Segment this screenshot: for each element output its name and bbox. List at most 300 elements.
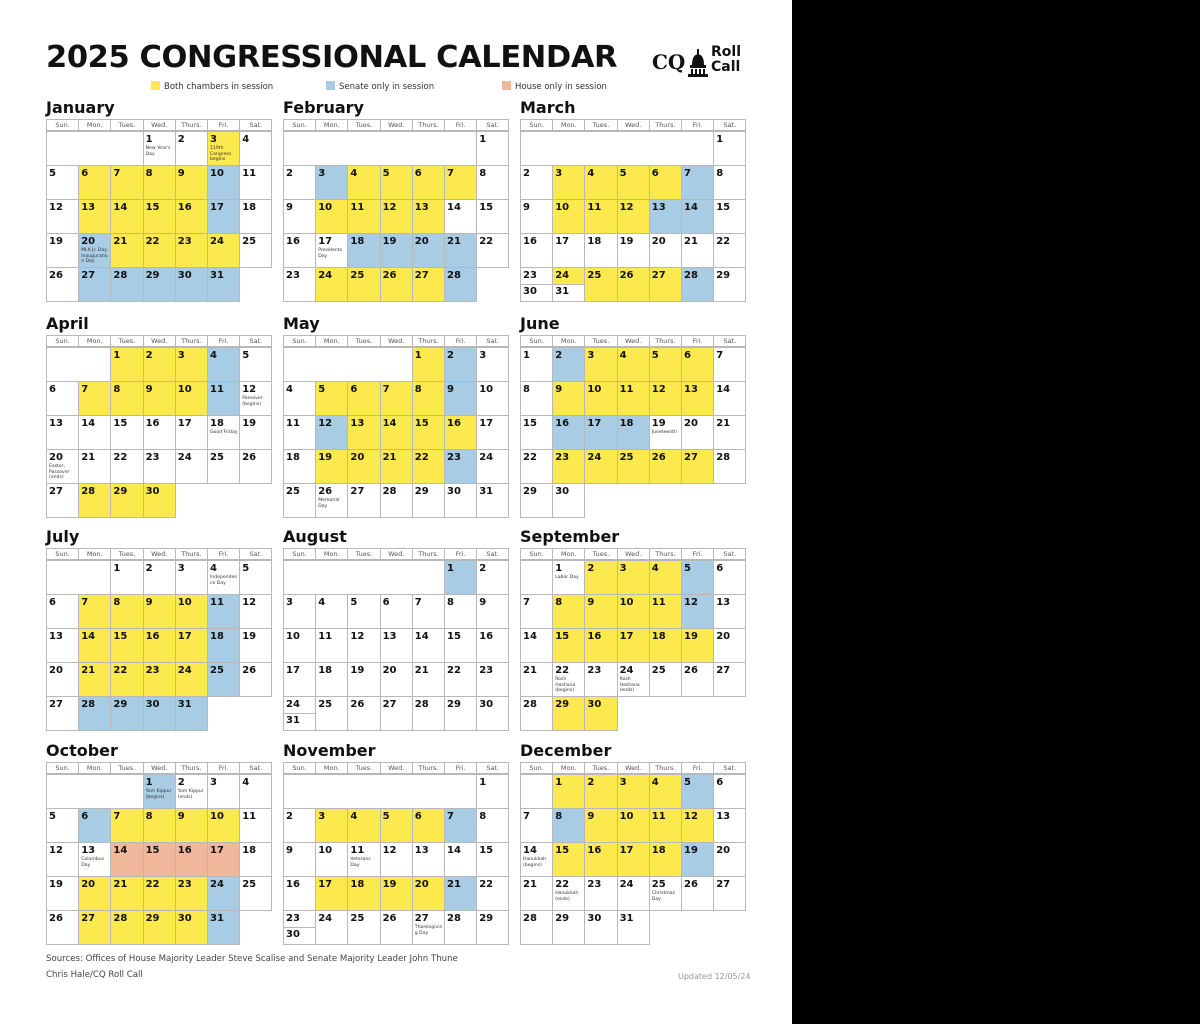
- day-number: 3: [177, 563, 185, 574]
- day-cell: [552, 415, 585, 450]
- day-cell: [617, 560, 650, 595]
- day-number: 17: [619, 845, 634, 856]
- day-number: 22: [716, 236, 731, 247]
- day-number: 8: [479, 811, 487, 822]
- day-number: 13: [684, 384, 698, 395]
- day-number: 7: [523, 597, 530, 608]
- day-number: 16: [145, 631, 160, 642]
- day-cell: [207, 415, 240, 450]
- day-cell: [207, 808, 240, 843]
- day-cell: [412, 347, 445, 382]
- day-cell: [476, 560, 509, 595]
- weekday-header: Tues.: [347, 119, 380, 131]
- day-cell: [207, 347, 240, 382]
- day-number: 18: [318, 665, 333, 676]
- day-cell: [315, 808, 348, 843]
- day-number: 20: [716, 631, 731, 642]
- weekday-header: Mon.: [552, 548, 585, 560]
- day-number: 28: [716, 452, 731, 463]
- weekday-header: Tues.: [110, 335, 143, 347]
- day-cell: [78, 165, 111, 200]
- day-cell: [584, 696, 617, 731]
- day-number: 14: [684, 202, 698, 213]
- day-cell: [617, 199, 650, 234]
- day-number: 7: [523, 811, 530, 822]
- day-cell: [444, 910, 477, 945]
- day-number: 29: [113, 699, 128, 710]
- day-cell: [552, 165, 585, 200]
- day-cell: [444, 662, 477, 697]
- weekday-header: Thurs.: [412, 119, 445, 131]
- day-cell: [681, 842, 714, 877]
- empty-day-cell: [315, 774, 348, 809]
- day-number: 22: [479, 236, 494, 247]
- day-number: 5: [49, 811, 56, 822]
- day-number: 5: [651, 350, 659, 361]
- day-number: 1: [447, 563, 454, 574]
- month-title: May: [283, 314, 320, 333]
- day-number: 25: [651, 665, 666, 676]
- day-number: 19: [619, 236, 634, 247]
- day-cell: [239, 808, 272, 843]
- day-cell: [283, 808, 316, 843]
- day-cell: [143, 347, 176, 382]
- weekday-header: Sat.: [713, 119, 746, 131]
- day-number: 24: [619, 879, 634, 890]
- day-cell: [347, 628, 380, 663]
- day-number: 15: [555, 631, 570, 642]
- day-number: 7: [113, 811, 121, 822]
- day-cell: [681, 876, 714, 911]
- day-cell: [207, 910, 240, 945]
- day-cell: [46, 808, 79, 843]
- day-cell: [476, 696, 509, 731]
- day-cell: [283, 449, 316, 484]
- weekday-header: Thurs.: [649, 548, 682, 560]
- day-cell: [239, 774, 272, 809]
- weekday-header: Sun.: [46, 548, 79, 560]
- day-cell: [584, 381, 617, 416]
- day-number: 16: [286, 236, 300, 247]
- day-cell: [239, 381, 272, 416]
- weekday-header: Mon.: [552, 119, 585, 131]
- weekday-header: Fri.: [444, 548, 477, 560]
- day-number: 15: [414, 418, 429, 429]
- day-number: 1: [145, 777, 153, 788]
- cell-divider: [284, 713, 315, 714]
- day-number: 11: [651, 597, 666, 608]
- day-cell: [713, 267, 746, 302]
- day-number: 24: [587, 452, 602, 463]
- day-number: 26: [242, 665, 257, 676]
- day-number: 10: [479, 384, 494, 395]
- day-cell: [380, 483, 413, 518]
- day-number: 24: [318, 913, 333, 924]
- day-number: 20: [350, 452, 365, 463]
- day-number: 18: [651, 845, 666, 856]
- day-cell: [143, 696, 176, 731]
- day-number: 4: [286, 384, 293, 395]
- day-number: 25: [587, 270, 602, 281]
- day-number: 24: [318, 270, 333, 281]
- day-cell: [239, 449, 272, 484]
- month-title: January: [46, 98, 115, 117]
- day-number: 2: [177, 134, 185, 145]
- day-cell: [78, 449, 111, 484]
- day-cell: [520, 267, 553, 302]
- day-cell: [347, 381, 380, 416]
- holiday-note: Passover (begins): [242, 396, 263, 407]
- weekday-header: Tues.: [110, 548, 143, 560]
- weekday-header: Thurs.: [649, 335, 682, 347]
- day-number: 28: [447, 913, 461, 924]
- weekday-header: Wed.: [143, 335, 176, 347]
- day-number: 23: [177, 236, 192, 247]
- day-number: 27: [81, 913, 96, 924]
- day-cell: [347, 910, 380, 945]
- day-cell: [584, 560, 617, 595]
- day-number: 24: [210, 879, 224, 890]
- day-number: 13: [414, 845, 429, 856]
- day-number: 13: [49, 631, 63, 642]
- empty-day-cell: [46, 131, 79, 166]
- day-number: 17: [555, 236, 570, 247]
- day-number: 26: [49, 270, 63, 281]
- weekday-header: Wed.: [617, 548, 650, 560]
- day-cell: [412, 808, 445, 843]
- day-cell: [283, 233, 316, 268]
- day-number: 14: [113, 202, 128, 213]
- day-number: 9: [555, 384, 563, 395]
- day-number: 3: [619, 777, 627, 788]
- day-cell: [175, 628, 208, 663]
- day-number: 25: [242, 236, 257, 247]
- weekday-header: Wed.: [380, 762, 413, 774]
- day-cell: [681, 165, 714, 200]
- empty-day-cell: [78, 774, 111, 809]
- day-cell: [617, 628, 650, 663]
- day-number: 22: [113, 452, 128, 463]
- day-number: 27: [49, 699, 63, 710]
- day-number: 9: [523, 202, 530, 213]
- day-number: 11: [619, 384, 634, 395]
- day-cell: [143, 381, 176, 416]
- day-cell: [175, 381, 208, 416]
- day-cell: [444, 267, 477, 302]
- day-number: 30: [447, 486, 461, 497]
- day-number: 5: [382, 168, 390, 179]
- day-number: 3: [210, 777, 217, 788]
- day-cell: [552, 233, 585, 268]
- day-number: 30: [587, 699, 602, 710]
- day-cell: [649, 774, 682, 809]
- empty-day-cell: [520, 774, 553, 809]
- day-cell: [476, 199, 509, 234]
- day-number: 14: [382, 418, 397, 429]
- day-cell: [520, 347, 553, 382]
- day-number: 22: [145, 879, 160, 890]
- day-number: 8: [479, 168, 487, 179]
- weekday-header: Mon.: [78, 762, 111, 774]
- day-number: 14: [447, 845, 461, 856]
- day-number: 9: [145, 384, 153, 395]
- day-cell: [476, 662, 509, 697]
- empty-day-cell: [520, 560, 553, 595]
- day-cell: [552, 381, 585, 416]
- day-number: 14: [523, 631, 537, 642]
- day-cell: [681, 774, 714, 809]
- day-number: 28: [414, 699, 429, 710]
- weekday-header: Fri.: [444, 762, 477, 774]
- day-number: 14: [113, 845, 128, 856]
- day-number: 24: [555, 270, 570, 281]
- day-cell: [617, 808, 650, 843]
- day-number: 22: [145, 236, 160, 247]
- day-cell: [283, 381, 316, 416]
- day-cell: [207, 662, 240, 697]
- day-cell: [584, 842, 617, 877]
- day-cell: [175, 347, 208, 382]
- day-cell: [175, 662, 208, 697]
- day-cell: [315, 696, 348, 731]
- day-number: 6: [716, 563, 724, 574]
- weekday-header: Wed.: [380, 335, 413, 347]
- day-number: 24: [177, 452, 192, 463]
- weekday-header: Tues.: [110, 762, 143, 774]
- day-number: 19: [242, 418, 257, 429]
- weekday-header: Thurs.: [649, 762, 682, 774]
- weekday-header: Fri.: [681, 335, 714, 347]
- weekday-header: Sun.: [520, 119, 553, 131]
- day-number: 18: [210, 418, 224, 429]
- day-number: 6: [414, 168, 422, 179]
- day-cell: [315, 876, 348, 911]
- day-cell: [584, 267, 617, 302]
- weekday-header: Mon.: [315, 548, 348, 560]
- day-number: 19: [318, 452, 333, 463]
- day-cell: [617, 662, 650, 697]
- day-cell: [315, 415, 348, 450]
- empty-day-cell: [681, 131, 714, 166]
- holiday-note: Juneteenth: [651, 430, 677, 435]
- day-cell: [239, 842, 272, 877]
- day-cell: [175, 910, 208, 945]
- day-cell: [552, 267, 585, 302]
- empty-day-cell: [283, 131, 316, 166]
- day-cell: [713, 774, 746, 809]
- day-cell: [617, 774, 650, 809]
- weekday-header: Fri.: [681, 119, 714, 131]
- day-number: 12: [318, 418, 333, 429]
- day-number: 14: [523, 845, 537, 856]
- day-number: 29: [479, 913, 494, 924]
- day-cell: [78, 696, 111, 731]
- day-number: 5: [318, 384, 326, 395]
- day-number: 30: [523, 286, 537, 297]
- day-cell: [143, 876, 176, 911]
- day-number: 15: [716, 202, 731, 213]
- day-cell: [649, 449, 682, 484]
- day-number: 6: [651, 168, 659, 179]
- day-number: 23: [145, 665, 160, 676]
- weekday-header: Mon.: [78, 548, 111, 560]
- day-number: 24: [210, 236, 224, 247]
- day-number: 3: [587, 350, 595, 361]
- day-cell: [444, 808, 477, 843]
- day-number: 4: [242, 777, 250, 788]
- weekday-header: Wed.: [143, 762, 176, 774]
- day-cell: [175, 696, 208, 731]
- day-cell: [713, 415, 746, 450]
- day-cell: [347, 662, 380, 697]
- empty-day-cell: [347, 560, 380, 595]
- day-number: 3: [318, 811, 326, 822]
- day-cell: [520, 628, 553, 663]
- empty-day-cell: [380, 347, 413, 382]
- weekday-header: Tues.: [584, 762, 617, 774]
- day-cell: [239, 876, 272, 911]
- day-number: 5: [382, 811, 390, 822]
- day-number: 14: [414, 631, 429, 642]
- day-cell: [584, 449, 617, 484]
- day-number: 2: [177, 777, 185, 788]
- day-cell: [110, 808, 143, 843]
- day-cell: [444, 876, 477, 911]
- holiday-note: Yom Kippur (ends): [177, 789, 204, 800]
- month-title: September: [520, 527, 620, 546]
- day-cell: [476, 449, 509, 484]
- empty-day-cell: [78, 560, 111, 595]
- empty-day-cell: [412, 774, 445, 809]
- day-cell: [78, 415, 111, 450]
- day-number: 6: [49, 384, 56, 395]
- day-cell: [315, 233, 348, 268]
- day-number: 1: [479, 777, 487, 788]
- day-cell: [175, 199, 208, 234]
- day-cell: [617, 165, 650, 200]
- day-cell: [283, 165, 316, 200]
- day-cell: [78, 808, 111, 843]
- day-cell: [713, 233, 746, 268]
- day-cell: [412, 381, 445, 416]
- day-cell: [283, 199, 316, 234]
- day-number: 26: [318, 486, 333, 497]
- day-cell: [584, 165, 617, 200]
- day-number: 26: [49, 913, 63, 924]
- day-number: 23: [447, 452, 461, 463]
- day-cell: [412, 910, 445, 945]
- day-number: 19: [350, 665, 365, 676]
- day-cell: [283, 910, 316, 945]
- day-cell: [713, 662, 746, 697]
- day-number: 22: [447, 665, 461, 676]
- weekday-header: Thurs.: [649, 119, 682, 131]
- day-number: 11: [651, 811, 666, 822]
- weekday-header: Sun.: [283, 119, 316, 131]
- day-cell: [713, 808, 746, 843]
- day-cell: [78, 910, 111, 945]
- day-number: 1: [414, 350, 422, 361]
- day-cell: [713, 594, 746, 629]
- weekday-header: Thurs.: [412, 548, 445, 560]
- day-number: 1: [523, 350, 530, 361]
- day-cell: [617, 594, 650, 629]
- day-cell: [649, 876, 682, 911]
- day-number: 29: [555, 913, 570, 924]
- holiday-note: New Year's Day: [145, 146, 171, 157]
- day-cell: [681, 347, 714, 382]
- day-cell: [78, 381, 111, 416]
- day-cell: [584, 876, 617, 911]
- day-cell: [617, 910, 650, 945]
- day-cell: [239, 415, 272, 450]
- day-number: 14: [716, 384, 731, 395]
- day-number: 1: [113, 563, 121, 574]
- weekday-header: Sat.: [713, 335, 746, 347]
- day-cell: [412, 876, 445, 911]
- day-number: 28: [382, 486, 397, 497]
- day-number: 5: [242, 563, 250, 574]
- day-cell: [110, 415, 143, 450]
- day-cell: [46, 381, 79, 416]
- day-number: 16: [587, 845, 602, 856]
- day-cell: [283, 483, 316, 518]
- month-title: June: [520, 314, 560, 333]
- day-number: 20: [49, 665, 63, 676]
- weekday-header: Wed.: [143, 548, 176, 560]
- weekday-header: Fri.: [444, 335, 477, 347]
- day-cell: [649, 628, 682, 663]
- day-cell: [713, 381, 746, 416]
- day-cell: [380, 165, 413, 200]
- day-number: 24: [177, 665, 192, 676]
- day-number: 15: [145, 845, 160, 856]
- day-cell: [380, 876, 413, 911]
- day-cell: [110, 165, 143, 200]
- holiday-note: Hanukkah (ends): [555, 891, 579, 902]
- day-number: 15: [145, 202, 160, 213]
- day-cell: [713, 347, 746, 382]
- empty-day-cell: [380, 560, 413, 595]
- day-number: 16: [479, 631, 494, 642]
- day-number: 25: [651, 879, 666, 890]
- day-number: 21: [113, 236, 128, 247]
- day-cell: [143, 449, 176, 484]
- day-cell: [175, 415, 208, 450]
- day-number: 7: [382, 384, 390, 395]
- weekday-header: Sun.: [46, 119, 79, 131]
- day-cell: [412, 594, 445, 629]
- empty-day-cell: [283, 774, 316, 809]
- day-cell: [239, 662, 272, 697]
- day-number: 9: [479, 597, 487, 608]
- day-cell: [143, 594, 176, 629]
- day-number: 19: [242, 631, 257, 642]
- day-number: 4: [350, 811, 358, 822]
- day-number: 17: [318, 236, 333, 247]
- day-number: 28: [81, 486, 96, 497]
- day-cell: [649, 560, 682, 595]
- day-number: 26: [382, 913, 397, 924]
- day-number: 13: [350, 418, 365, 429]
- day-number: 9: [286, 202, 293, 213]
- day-number: 11: [242, 168, 257, 179]
- day-number: 17: [318, 879, 333, 890]
- day-cell: [584, 594, 617, 629]
- day-cell: [681, 560, 714, 595]
- day-cell: [520, 662, 553, 697]
- day-number: 1: [555, 563, 563, 574]
